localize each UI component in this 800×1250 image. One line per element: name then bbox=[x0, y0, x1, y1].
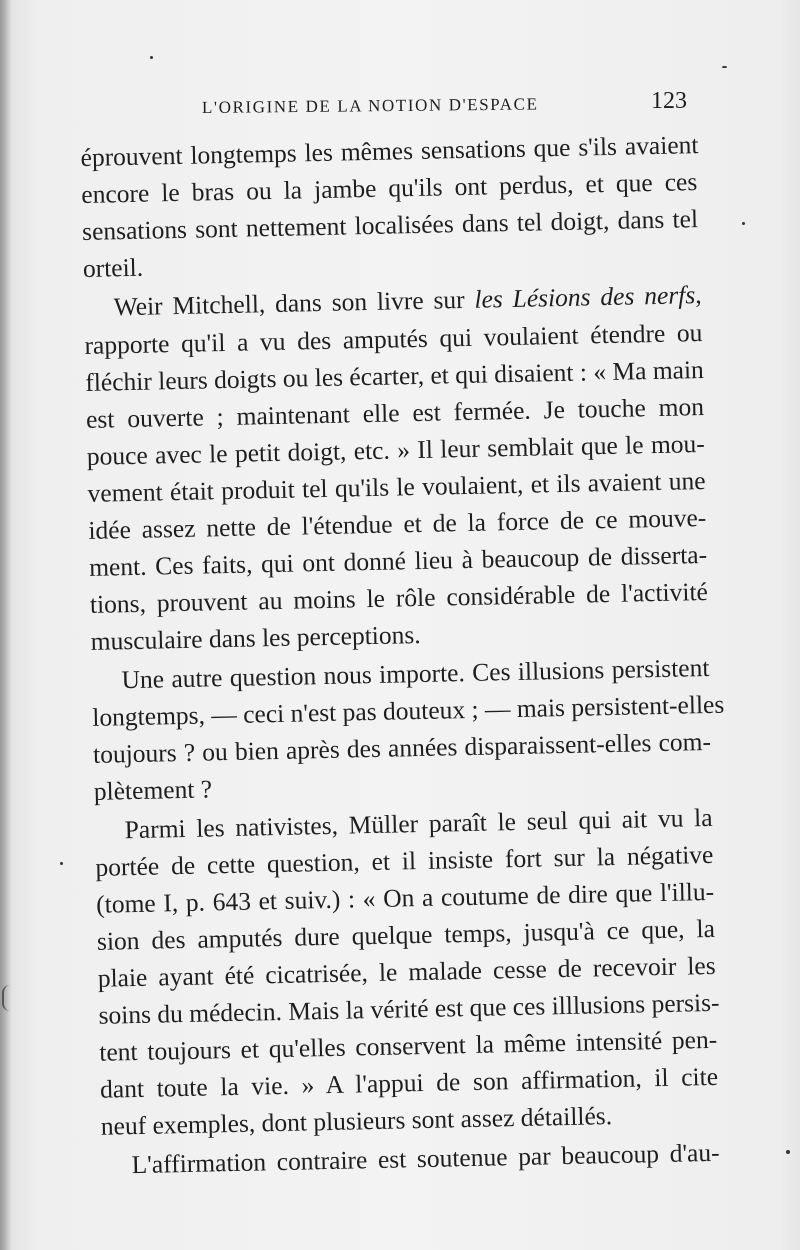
text-line: musculaire dans les perceptions. bbox=[90, 619, 421, 656]
text-line: encore le bras ou la jambe qu'ils ont perdus, et que ces bbox=[81, 167, 698, 209]
text-line: soins du médecin. Mais la vérité est que ces illlusions persis- bbox=[98, 987, 720, 1030]
text-line: éprouvent longtemps les mêmes sensations que s'ils avaient bbox=[80, 130, 699, 172]
text-line: tent toujours et qu'elles conservent la même intensité pen- bbox=[99, 1024, 718, 1067]
text-segment: Weir Mitchell, dans son livre sur bbox=[113, 284, 475, 322]
print-speck bbox=[60, 862, 63, 865]
text-line: idée assez nette de l'étendue et de la force de ce mouve- bbox=[88, 502, 707, 545]
text-line: rapporte qu'il a vu des amputés qui voulaient étendre ou bbox=[84, 318, 703, 360]
text-line: plaie ayant été cicatrisée, le malade cesse de recevoir les bbox=[97, 950, 716, 993]
text-line: pouce avec le petit doigt, etc. » Il leur semblait que le mou- bbox=[86, 428, 706, 471]
print-speck bbox=[722, 66, 727, 68]
text-line: portée de cette question, et il insiste fort sur la négative bbox=[95, 839, 714, 882]
page-edge-mark bbox=[2, 985, 14, 1011]
text-line: sensations sont nettement localisées dans tel doigt, dans tel bbox=[81, 204, 699, 246]
text-line: L'affirmation contraire est soutenue par beaucoup d'au- bbox=[131, 1137, 720, 1180]
body-text bbox=[80, 116, 740, 1180]
text-line: dant toute la vie. » A l'appui de son affirmation, il cite bbox=[99, 1061, 719, 1104]
text-line: longtemps, — ceci n'est pas douteux ; — mais persistent-elles bbox=[92, 689, 725, 732]
text-line: neuf exemples, dont plusieurs sont assez détaillés. bbox=[100, 1101, 613, 1141]
text-line: plètement ? bbox=[93, 774, 213, 806]
page-number: 123 bbox=[651, 88, 687, 114]
print-speck bbox=[786, 1150, 790, 1154]
text-line: Une autre question nous importe. Ces illusions persistent bbox=[121, 652, 710, 695]
italic-title: les Lésions des nerfs bbox=[474, 280, 696, 314]
text-segment: , bbox=[694, 280, 702, 310]
text-line: Parmi les nativistes, Müller paraît le seul qui ait vu la bbox=[124, 802, 713, 845]
print-speck bbox=[150, 56, 153, 59]
text-line: tions, prouvent au moins le rôle considérable de l'activité bbox=[89, 576, 709, 619]
print-speck bbox=[742, 222, 745, 225]
text-line: est ouverte ; maintenant elle est fermée. Je touche mon bbox=[85, 391, 705, 434]
text-line: sion des amputés dure quelque temps, jusqu'à ce que, la bbox=[96, 913, 716, 956]
text-line: orteil. bbox=[82, 252, 144, 283]
text-line: vement était produit tel qu'ils le voulaient, et ils avaient une bbox=[87, 465, 706, 508]
text-line: ment. Ces faits, qui ont donné lieu à beaucoup de disserta- bbox=[88, 539, 708, 582]
page-gutter-shadow bbox=[0, 0, 12, 1250]
text-line: toujours ? ou bien après des années disparaissent-elles com- bbox=[92, 726, 712, 769]
text-line: fléchir leurs doigts ou les écarter, et qui disaient : « Ma main bbox=[84, 354, 705, 397]
running-title: L'ORIGINE DE LA NOTION D'ESPACE bbox=[201, 94, 539, 117]
text-line: (tome I, p. 643 et suiv.) : « On a coutume de dire que l'illu- bbox=[95, 876, 715, 919]
